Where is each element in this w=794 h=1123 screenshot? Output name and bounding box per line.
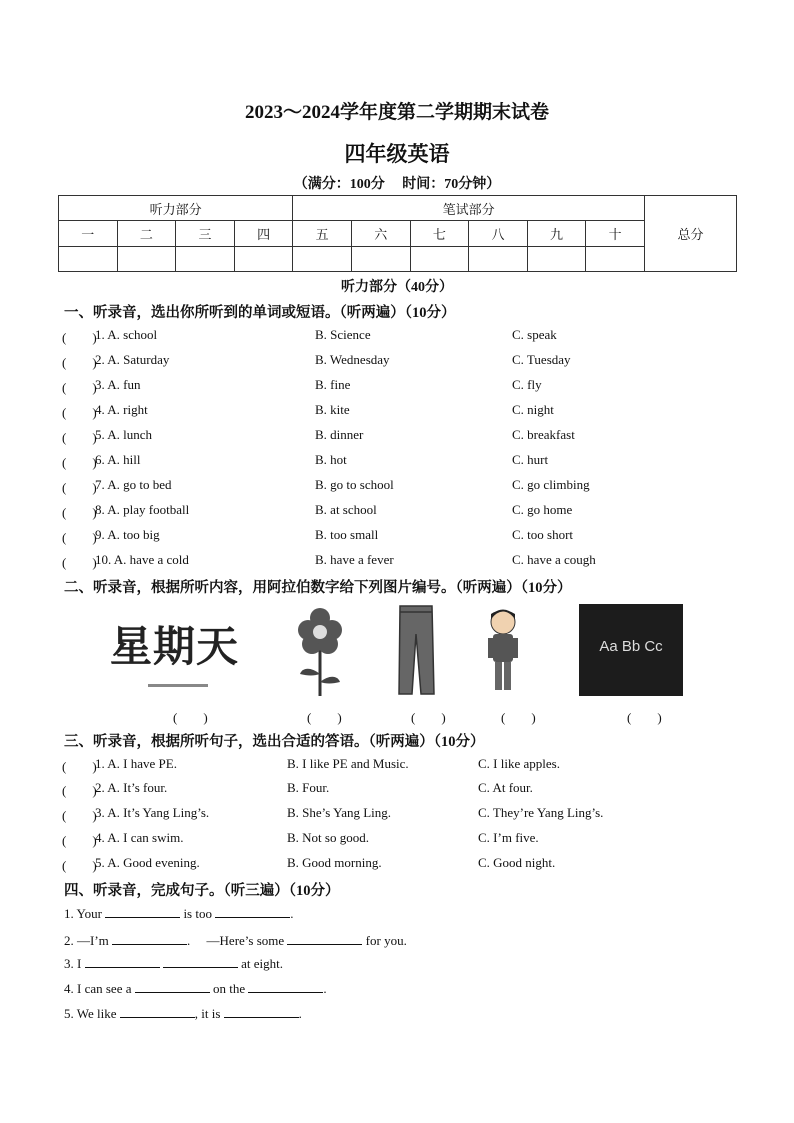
option-b: B. hot xyxy=(315,452,347,467)
option-b: B. at school xyxy=(315,502,377,517)
fill-sentence-4 xyxy=(64,980,327,997)
listening-heading: 听力部分（40分） xyxy=(341,280,453,295)
option-a: 10. A. have a cold xyxy=(95,552,189,567)
score-col: 四 xyxy=(234,221,293,246)
answer-blank[interactable] xyxy=(112,932,187,945)
picture-caption-mark xyxy=(148,684,208,687)
sentence-text: on the xyxy=(213,981,246,996)
alphabet-picture xyxy=(579,604,683,696)
answer-blank[interactable] xyxy=(120,1005,195,1018)
boy-picture xyxy=(486,604,520,696)
answer-bracket[interactable]: ( ) xyxy=(62,783,97,798)
option-c: C. go climbing xyxy=(512,477,590,492)
sentence-text: 1. Your xyxy=(64,906,102,921)
sentence-text: 3. I xyxy=(64,956,82,971)
flower-picture xyxy=(292,604,348,698)
answer-blank[interactable] xyxy=(287,932,362,945)
picture-number-bracket[interactable]: ( ) xyxy=(411,710,446,725)
option-c: C. go home xyxy=(512,502,573,517)
option-a: 4. A. I can swim. xyxy=(95,830,184,845)
option-b: B. go to school xyxy=(315,477,394,492)
answer-blank[interactable] xyxy=(163,955,238,968)
sentence-text: at eight. xyxy=(241,956,283,971)
sentence-text: . —Here’s some xyxy=(187,933,285,948)
fill-sentence-5 xyxy=(64,1005,302,1022)
option-c: C. fly xyxy=(512,377,542,392)
option-c: C. night xyxy=(512,402,554,417)
option-b: B. Four. xyxy=(287,780,330,795)
answer-bracket[interactable]: ( ) xyxy=(62,405,97,420)
part2-heading: 二、听录音，根据所听内容，用阿拉伯数字给下列图片编号。（听两遍）（10分） xyxy=(64,580,572,596)
answer-bracket[interactable]: ( ) xyxy=(62,505,97,520)
option-c: C. Good night. xyxy=(478,855,556,870)
sentence-text: . xyxy=(298,1006,302,1021)
option-c: C. I’m five. xyxy=(478,830,539,845)
score-cell[interactable] xyxy=(410,246,469,271)
trousers-icon xyxy=(394,604,438,696)
exam-meta: （满分：100分 时间：70分钟） xyxy=(293,177,501,192)
option-a: 2. A. Saturday xyxy=(95,352,170,367)
score-cell[interactable] xyxy=(117,246,176,271)
flower-icon xyxy=(292,604,348,698)
option-c: C. They’re Yang Ling’s. xyxy=(478,805,604,820)
option-a: 7. A. go to bed xyxy=(95,477,172,492)
score-col: 十 xyxy=(586,221,645,246)
picture-number-bracket[interactable]: ( ) xyxy=(173,710,208,725)
sentence-text: is too xyxy=(183,906,212,921)
option-a: 8. A. play football xyxy=(95,502,190,517)
score-col: 五 xyxy=(293,221,352,246)
sentence-text: , it is xyxy=(194,1006,221,1021)
score-col: 九 xyxy=(527,221,586,246)
fill-sentence-3 xyxy=(64,955,283,972)
alphabet-text: Aa Bb Cc xyxy=(599,638,663,655)
score-cell[interactable] xyxy=(234,246,293,271)
listening-label: 听力部分 xyxy=(59,196,293,221)
score-col: 二 xyxy=(117,221,176,246)
answer-bracket[interactable]: ( ) xyxy=(62,555,97,570)
option-c: C. have a cough xyxy=(512,552,596,567)
score-cell[interactable] xyxy=(293,246,352,271)
fill-sentence-1 xyxy=(64,905,293,922)
answer-bracket[interactable]: ( ) xyxy=(62,330,97,345)
option-a: 9. A. too big xyxy=(95,527,160,542)
option-c: C. Tuesday xyxy=(512,352,571,367)
answer-blank[interactable] xyxy=(215,905,290,918)
option-c: C. hurt xyxy=(512,452,549,467)
answer-bracket[interactable]: ( ) xyxy=(62,808,97,823)
score-cell[interactable] xyxy=(351,246,410,271)
part4-heading: 四、听录音，完成句子。（听三遍）（10分） xyxy=(64,883,340,899)
exam-subtitle: 四年级英语 xyxy=(344,142,450,166)
sentence-text: . xyxy=(290,906,294,921)
option-a: 5. A. lunch xyxy=(95,427,153,442)
score-col: 八 xyxy=(469,221,528,246)
option-b: B. kite xyxy=(315,402,350,417)
option-c: C. speak xyxy=(512,327,557,342)
option-b: B. Good morning. xyxy=(287,855,382,870)
option-a: 4. A. right xyxy=(95,402,148,417)
answer-bracket[interactable]: ( ) xyxy=(62,430,97,445)
option-b: B. fine xyxy=(315,377,351,392)
answer-blank[interactable] xyxy=(135,980,210,993)
option-a: 1. A. I have PE. xyxy=(95,756,177,771)
sentence-text: . xyxy=(323,981,327,996)
sentence-text: for you. xyxy=(365,933,407,948)
answer-bracket[interactable]: ( ) xyxy=(62,480,97,495)
picture-number-bracket[interactable]: ( ) xyxy=(501,710,536,725)
option-b: B. I like PE and Music. xyxy=(287,756,409,771)
option-b: B. Wednesday xyxy=(315,352,390,367)
option-b: B. dinner xyxy=(315,427,364,442)
answer-bracket[interactable]: ( ) xyxy=(62,833,97,848)
exam-title: 2023～2024学年度第二学期期末试卷 xyxy=(244,102,549,123)
picture-number-bracket[interactable]: ( ) xyxy=(307,710,342,725)
score-cell[interactable] xyxy=(176,246,235,271)
option-c: C. I like apples. xyxy=(478,756,560,771)
sunday-text: 星期天 xyxy=(110,622,240,671)
option-a: 6. A. hill xyxy=(95,452,141,467)
answer-bracket[interactable]: ( ) xyxy=(62,355,97,370)
option-c: C. too short xyxy=(512,527,574,542)
option-a: 2. A. It’s four. xyxy=(95,780,168,795)
score-cell[interactable] xyxy=(527,246,586,271)
option-c: C. breakfast xyxy=(512,427,575,442)
option-a: 5. A. Good evening. xyxy=(95,855,200,870)
writing-label: 笔试部分 xyxy=(293,196,645,221)
score-col: 七 xyxy=(410,221,469,246)
score-cell[interactable] xyxy=(586,246,645,271)
sentence-text: 4. I can see a xyxy=(64,981,132,996)
sunday-picture xyxy=(108,606,253,696)
answer-bracket[interactable]: ( ) xyxy=(62,455,97,470)
answer-blank[interactable] xyxy=(224,1005,299,1018)
option-b: B. She’s Yang Ling. xyxy=(287,805,392,820)
score-table xyxy=(58,195,737,272)
score-col: 三 xyxy=(176,221,235,246)
part1-heading: 一、听录音，选出你所听到的单词或短语。（听两遍）（10分） xyxy=(64,305,456,321)
sick-boy-icon xyxy=(486,604,520,696)
option-b: B. too small xyxy=(315,527,379,542)
answer-blank[interactable] xyxy=(105,905,180,918)
part3-heading: 三、听录音，根据所听句子，选出合适的答语。（听两遍）（10分） xyxy=(64,734,485,750)
score-col: 六 xyxy=(351,221,410,246)
option-a: 3. A. fun xyxy=(95,377,141,392)
option-c: C. At four. xyxy=(478,780,533,795)
option-a: 1. A. school xyxy=(95,327,158,342)
answer-blank[interactable] xyxy=(248,980,323,993)
option-b: B. have a fever xyxy=(315,552,394,567)
fill-sentence-2 xyxy=(64,930,407,949)
total-label: 总分 xyxy=(645,196,737,272)
answer-bracket[interactable]: ( ) xyxy=(62,858,97,873)
option-a: 3. A. It’s Yang Ling’s. xyxy=(95,805,210,820)
sentence-text: 5. We like xyxy=(64,1006,117,1021)
sentence-text: 2. —I’m xyxy=(64,933,109,948)
option-b: B. Not so good. xyxy=(287,830,369,845)
score-cell[interactable] xyxy=(469,246,528,271)
picture-number-bracket[interactable]: ( ) xyxy=(627,710,662,725)
answer-bracket[interactable]: ( ) xyxy=(62,759,97,774)
answer-bracket[interactable]: ( ) xyxy=(62,380,97,395)
score-col: 一 xyxy=(59,221,118,246)
answer-bracket[interactable]: ( ) xyxy=(62,530,97,545)
option-b: B. Science xyxy=(315,327,371,342)
trousers-picture xyxy=(394,604,438,696)
answer-blank[interactable] xyxy=(85,955,160,968)
score-cell[interactable] xyxy=(59,246,118,271)
